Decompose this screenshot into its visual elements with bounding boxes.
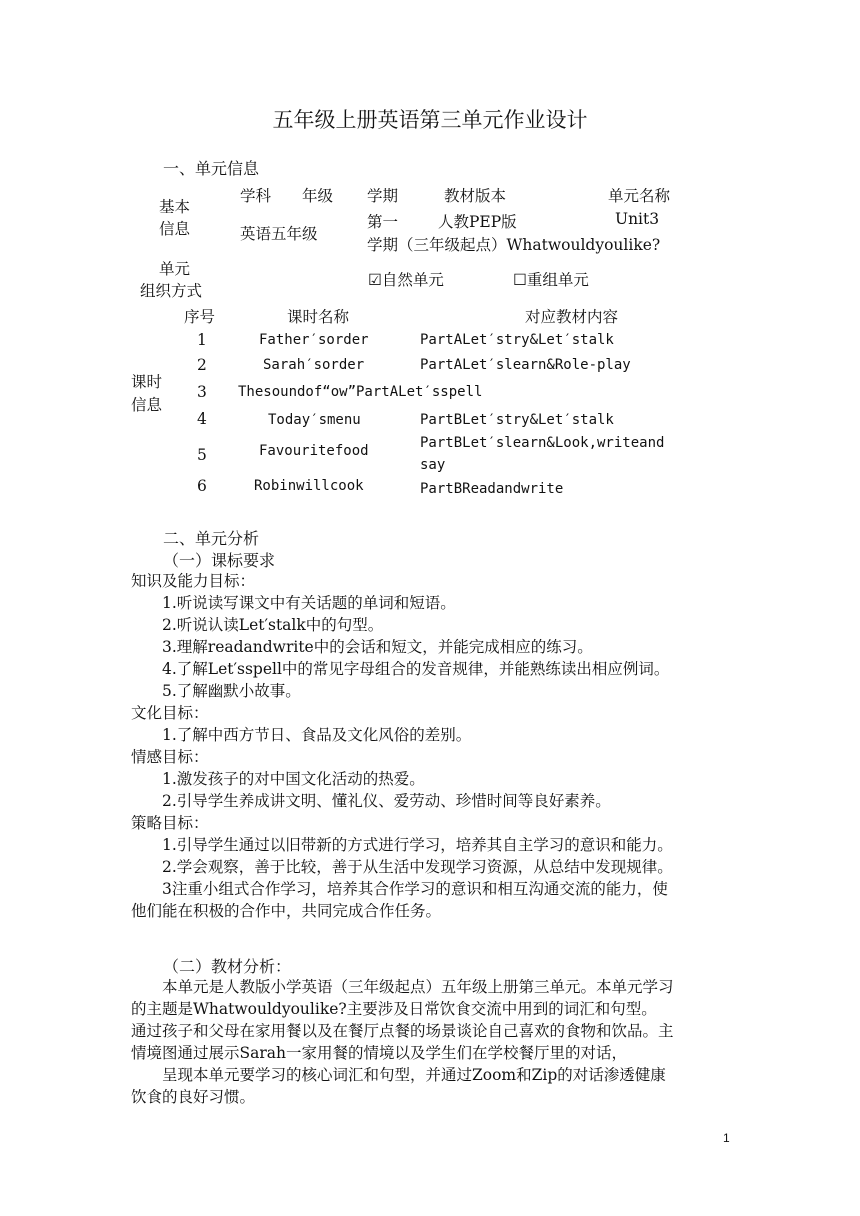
lesson-content: PartALet′slearn&Role-play: [420, 357, 631, 373]
lesson-name: Thesoundof“ow”PartALet′sspell: [238, 384, 483, 400]
basic-label-1: 基本: [159, 198, 191, 216]
emotion-label: 情感目标：: [131, 748, 209, 766]
header-term: 学期: [367, 187, 399, 205]
lesson-content: PartBLet′stry&Let′stalk: [420, 412, 614, 428]
lesson-no: 6: [197, 477, 207, 495]
header-edition: 教材版本: [444, 187, 507, 205]
lesson-header-no: 序号: [184, 308, 216, 326]
lesson-content: PartALet′stry&Let′stalk: [420, 332, 614, 348]
subsection-curriculum: （一）课标要求: [163, 551, 276, 570]
edition-value: 人教PEP版: [438, 213, 517, 231]
natural-unit-checkbox[interactable]: ☑自然单元: [368, 271, 444, 289]
org-label-1: 单元: [159, 260, 191, 278]
section2-heading: 二、单元分析: [163, 529, 260, 548]
section1-heading: 一、单元信息: [163, 159, 260, 178]
knowledge-item: 4.了解Let′sspell中的常见字母组合的发音规律，并能熟练读出相应例词。: [162, 660, 670, 678]
lesson-content: PartBLet′slearn&Look,writeand: [420, 435, 665, 451]
lesson-name: Today′smenu: [268, 412, 361, 428]
lesson-no: 5: [197, 446, 207, 464]
page-title: 五年级上册英语第三单元作业设计: [272, 108, 588, 132]
analysis-block: [131, 976, 741, 1108]
lesson-name: Favouritefood: [259, 443, 369, 459]
analysis-line: 饮食的良好习惯。: [131, 1088, 256, 1106]
basic-label-2: 信息: [159, 220, 191, 238]
lesson-name: Father′sorder: [259, 332, 369, 348]
knowledge-item: 1.听说读写课文中有关话题的单词和短语。: [162, 594, 456, 612]
analysis-line: 呈现本单元要学习的核心词汇和句型，并通过Zoom和Zip的对话渗透健康: [162, 1066, 666, 1084]
lesson-label-1: 课时: [131, 373, 163, 391]
unit-value: Unit3: [615, 210, 660, 228]
emotion-item: 1.激发孩子的对中国文化活动的热爱。: [162, 770, 425, 788]
strategy-label: 策略目标：: [131, 814, 209, 832]
lesson-no: 1: [197, 331, 207, 349]
lesson-header-content: 对应教材内容: [525, 308, 619, 326]
org-label-2: 组织方式: [140, 282, 203, 300]
lesson-header-name: 课时名称: [287, 308, 350, 326]
lesson-content-cont: say: [420, 457, 446, 473]
lesson-content: PartBReadandwrite: [420, 481, 564, 497]
knowledge-label: 知识及能力目标：: [131, 572, 256, 590]
strategy-item-cont: 他们能在积极的合作中，共同完成合作任务。: [131, 902, 442, 920]
strategy-item: 1.引导学生通过以旧带新的方式进行学习，培养其自主学习的意识和能力。: [162, 836, 673, 854]
term-value-1: 第一: [367, 213, 399, 231]
header-unit-name: 单元名称: [608, 187, 671, 205]
strategy-item: 2.学会观察，善于比较，善于从生活中发现学习资源，从总结中发现规律。: [162, 858, 673, 876]
lesson-label-2: 信息: [131, 396, 163, 414]
lesson-no: 3: [197, 383, 207, 401]
knowledge-item: 5.了解幽默小故事。: [162, 682, 301, 700]
knowledge-item: 2.听说认读Let′stalk中的句型。: [162, 616, 384, 634]
subsection-textbook: （二）教材分析：: [163, 957, 292, 976]
analysis-line: 本单元是人教版小学英语（三年级起点）五年级上册第三单元。本单元学习: [162, 978, 674, 996]
culture-label: 文化目标：: [131, 704, 209, 722]
analysis-line: 的主题是Whatwouldyoulike?主要涉及日常饮食交流中用到的词汇和句型。: [131, 1000, 657, 1018]
analysis-line: 通过孩子和父母在家用餐以及在餐厅点餐的场景谈论自己喜欢的食物和饮品。主: [131, 1022, 674, 1040]
strategy-item: 3注重小组式合作学习，培养其合作学习的意识和相互沟通交流的能力，使: [162, 880, 668, 898]
page-number: 1: [723, 1131, 730, 1145]
subject-grade-value: 英语五年级: [240, 225, 318, 243]
header-subject: 学科: [240, 187, 272, 205]
emotion-item: 2.引导学生养成讲文明、懂礼仪、爱劳动、珍惜时间等良好素养。: [162, 792, 611, 810]
analysis-line: 情境图通过展示Sarah一家用餐的情境以及学生们在学校餐厅里的对话，: [131, 1044, 627, 1062]
lesson-no: 2: [197, 356, 207, 374]
goals-block: [131, 570, 741, 922]
lesson-name: Sarah′sorder: [263, 357, 365, 373]
header-grade: 年级: [302, 187, 334, 205]
lesson-name: Robinwillcook: [254, 478, 364, 494]
knowledge-item: 3.理解readandwrite中的会话和短文，并能完成相应的练习。: [162, 638, 593, 656]
term-value-2: 学期（三年级起点）Whatwouldyoulike?: [367, 236, 661, 254]
regroup-unit-checkbox[interactable]: ☐重组单元: [513, 271, 589, 289]
culture-item: 1.了解中西方节日、食品及文化风俗的差别。: [162, 726, 472, 744]
lesson-no: 4: [197, 410, 207, 428]
